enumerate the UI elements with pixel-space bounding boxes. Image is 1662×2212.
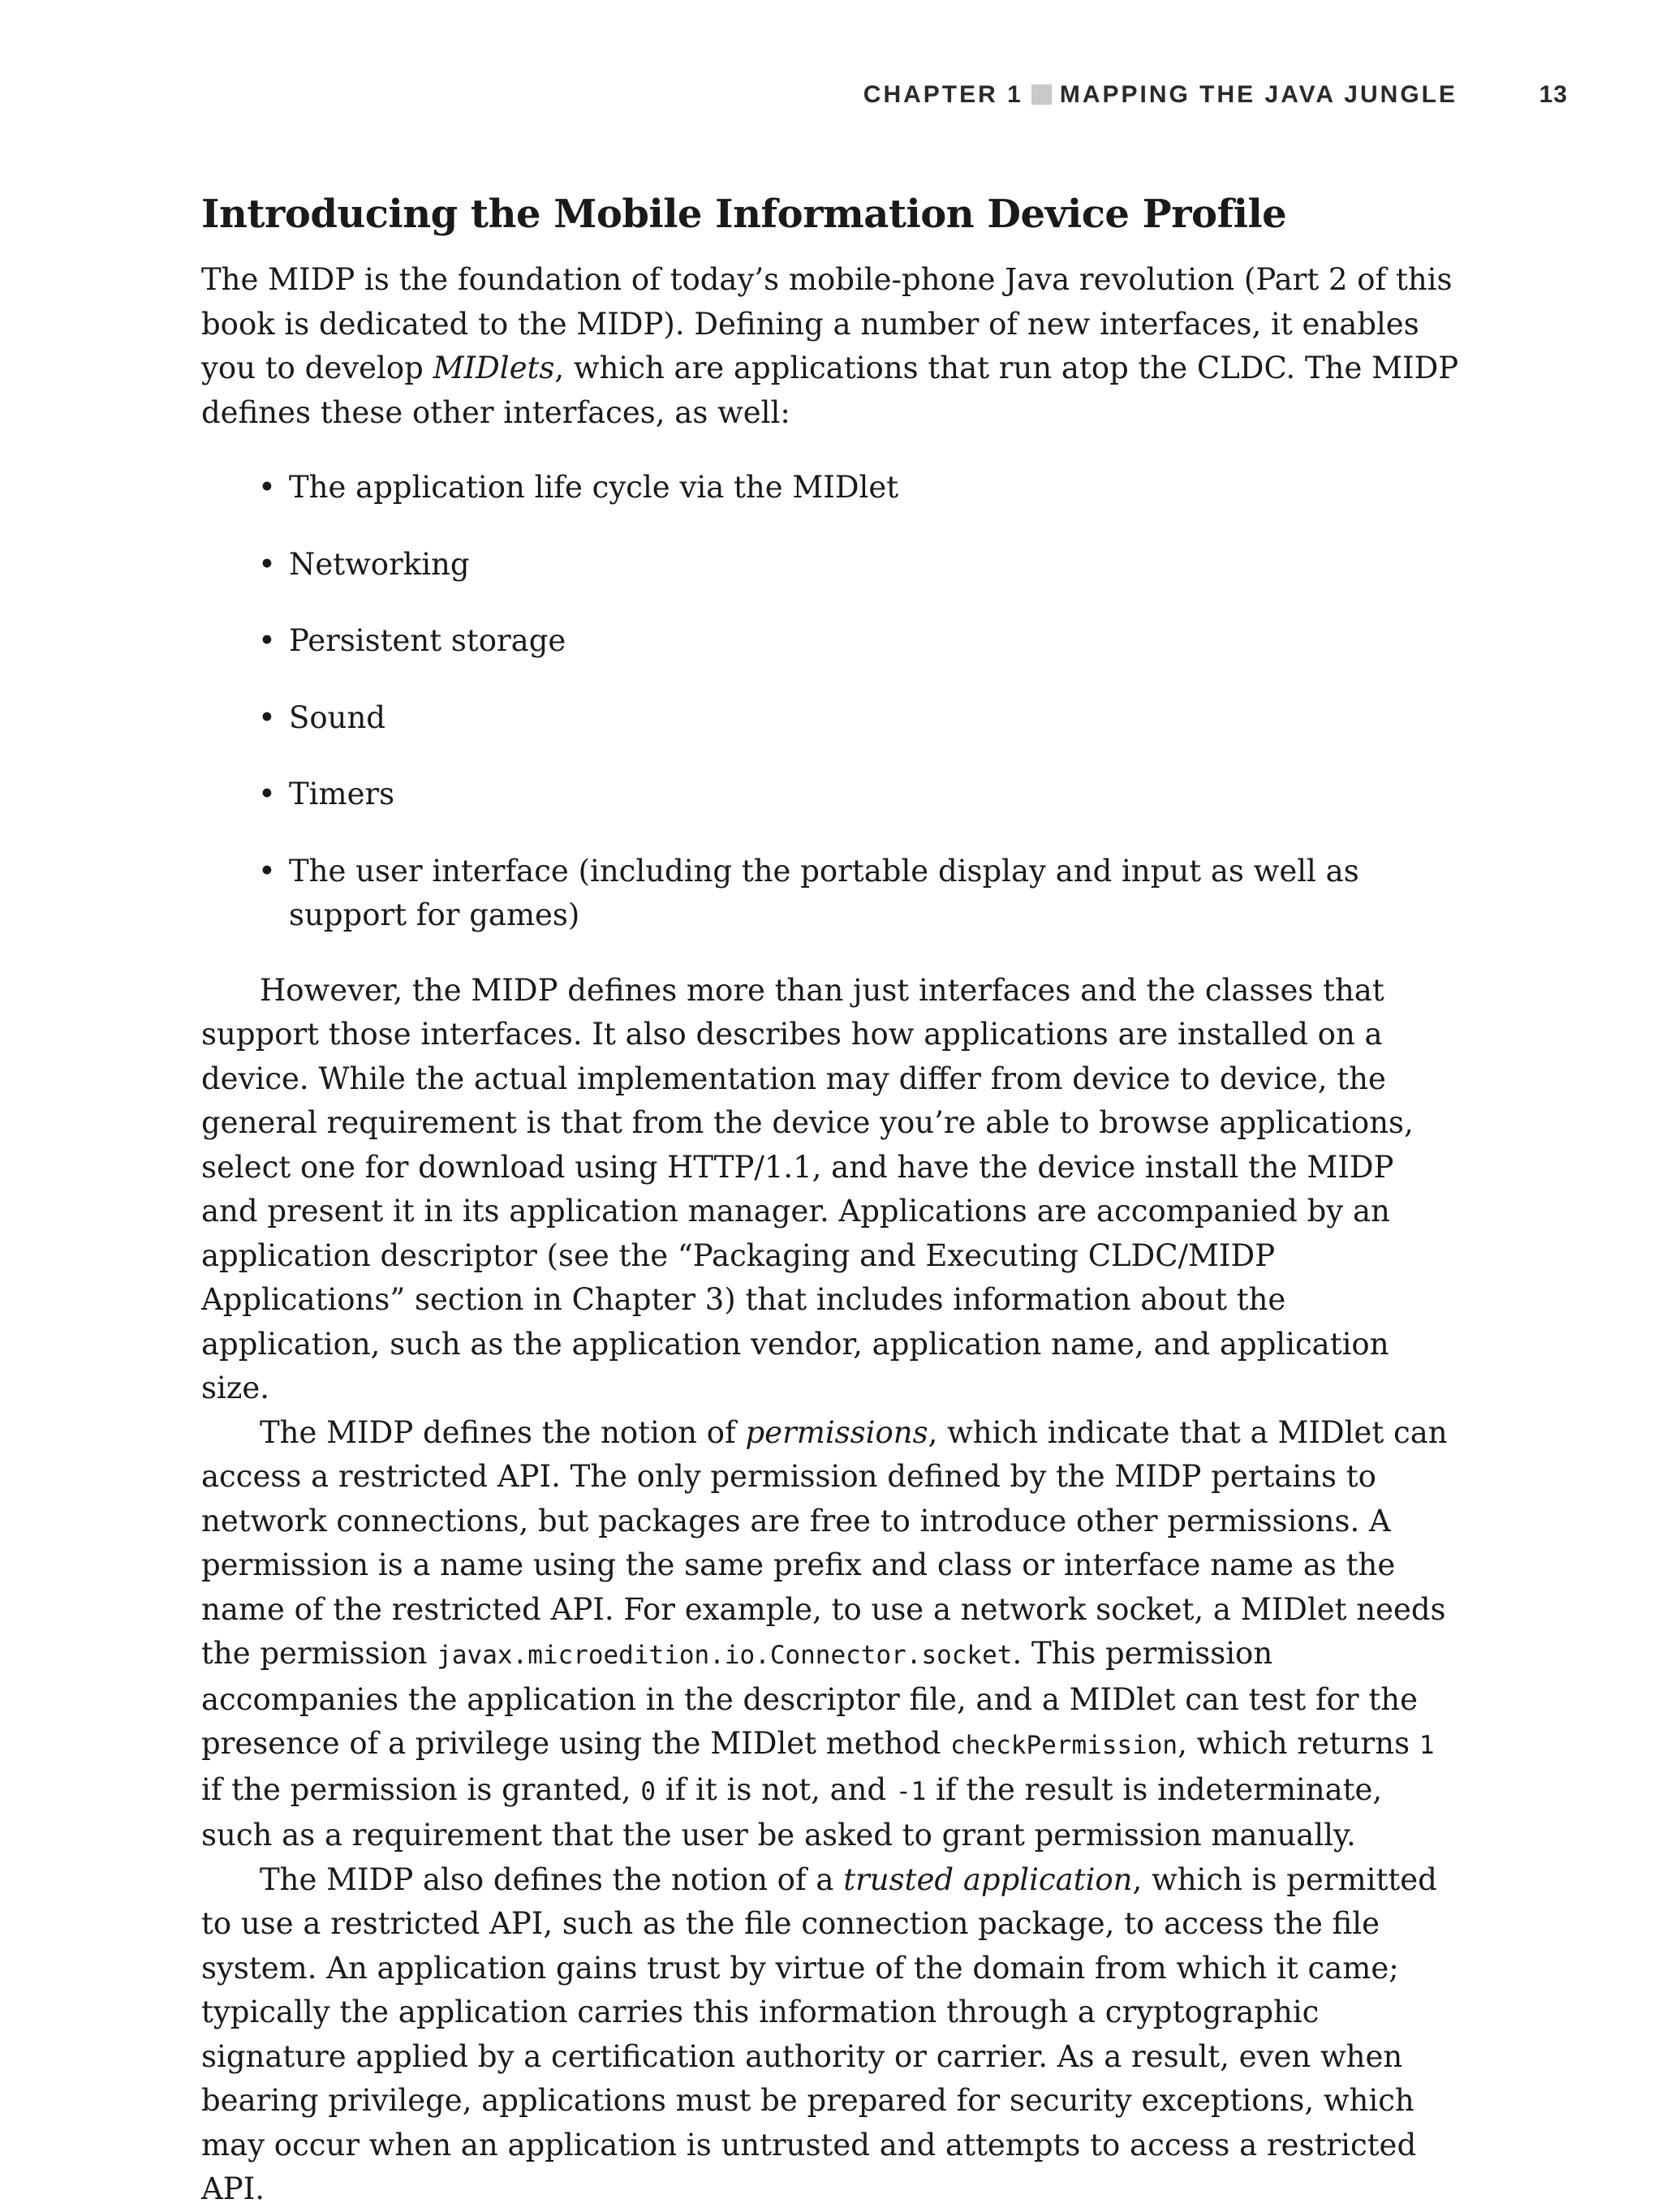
list-item xyxy=(201,543,1459,587)
trusted-text-1: The MIDP also defines the notion of a xyxy=(260,1861,844,1897)
list-item xyxy=(201,696,1459,741)
chapter-title: MAPPING THE JAVA JUNGLE xyxy=(1059,81,1457,108)
page-content xyxy=(201,188,1459,2212)
section-heading: Introducing the Mobile Information Device Profile xyxy=(201,192,1287,237)
permissions-italic: permissions xyxy=(745,1414,928,1450)
intro-text-2: , which are applications that run atop the CLDC. The MIDP defines these other interfaces, as well: xyxy=(201,351,1459,430)
permissions-text-6: if it is not, and xyxy=(656,1771,896,1807)
trusted-italic: trusted application xyxy=(843,1861,1133,1897)
permissions-text-7: if the result is indeterminate, such as a requirement that the user be asked to grant permission manually. xyxy=(201,1771,1383,1853)
list-item-text: Timers xyxy=(289,777,395,811)
list-item xyxy=(201,466,1459,510)
permissions-paragraph xyxy=(201,1411,1459,1858)
running-head-chapter xyxy=(863,81,1457,109)
bullet-icon: • xyxy=(258,623,276,658)
code-value-indeterminate: -1 xyxy=(895,1776,927,1806)
permissions-text-2: , which indicate that a MIDlet can access a restricted API. The only permission defined by the MIDP pertains to network connections, but packages are free to introduce other permissions. A permission is a name using the same prefix and class or interface name as the name of the restricted API. For example, to use a network socket, a MIDlet needs the permission xyxy=(201,1414,1448,1671)
bullet-icon: • xyxy=(258,777,276,811)
list-item-text: The user interface (including the portable display and input as well as support for games) xyxy=(289,853,1359,932)
separator-square-icon xyxy=(1031,84,1052,105)
running-head xyxy=(0,81,1568,117)
bullet-icon: • xyxy=(258,699,276,735)
list-item xyxy=(201,850,1459,938)
bullet-icon: • xyxy=(258,853,276,889)
trusted-text-2: , which is permitted to use a restricted API, such as the file connection package, to access the file system. An application gains trust by virtue of the domain from which it came; typically the application carries this information through a cryptographic signature applied by a certification authority or carrier. As a result, even when bearing privilege, applications must be prepared for security exceptions, which may occur when an application is untrusted and attempts to access a restricted API. xyxy=(201,1861,1437,2206)
permissions-text-1: The MIDP defines the notion of xyxy=(260,1414,746,1450)
intro-paragraph xyxy=(201,258,1459,435)
intro-text-1: The MIDP is the foundation of today’s mobile-phone Java revolution (Part 2 of this book is dedicated to the MIDP). Defining a number of new interfaces, it enables you to develop xyxy=(201,262,1453,385)
list-item-text: The application life cycle via the MIDlet xyxy=(289,470,899,505)
permissions-text-3: . This permission accompanies the application in the descriptor file, and a MIDlet can test for the presence of a privilege using the MIDlet method xyxy=(201,1636,1418,1761)
chapter-label: CHAPTER 1 xyxy=(863,81,1023,108)
list-item-text: Sound xyxy=(289,699,385,735)
list-item-text: Persistent storage xyxy=(289,623,566,658)
bullet-icon: • xyxy=(258,470,276,505)
permissions-text-5: if the permission is granted, xyxy=(201,1771,641,1807)
list-item-text: Networking xyxy=(289,546,470,582)
list-item xyxy=(201,619,1459,664)
code-check-permission: checkPermission xyxy=(950,1731,1178,1760)
list-item xyxy=(201,772,1459,817)
code-value-denied: 0 xyxy=(640,1776,656,1806)
bullet-icon: • xyxy=(258,546,276,582)
install-paragraph: However, the MIDP defines more than just interfaces and the classes that support those interfaces. It also describes how applications are installed on a device. While the actual implementation may differ from device to device, the general requirement is that from the device you’re able to browse applications, select one for download using HTTP/1.1, and have the device install the MIDP and present it in its application manager. Applications are accompanied by an application descriptor (see the “Packaging and Executing CLDC/MIDP Applications” section in Chapter 3) that includes information about the application, such as the application vendor, application name, and application size. xyxy=(201,972,1414,1405)
code-connector-socket: javax.microedition.io.Connector.socket xyxy=(437,1641,1013,1670)
interface-list xyxy=(201,466,1459,938)
page-number: 13 xyxy=(1539,81,1568,108)
code-value-granted: 1 xyxy=(1419,1731,1435,1760)
permissions-text-4: , which returns xyxy=(1178,1726,1419,1761)
intro-italic-midlets: MIDlets xyxy=(433,351,555,385)
trusted-paragraph xyxy=(201,1858,1459,2212)
